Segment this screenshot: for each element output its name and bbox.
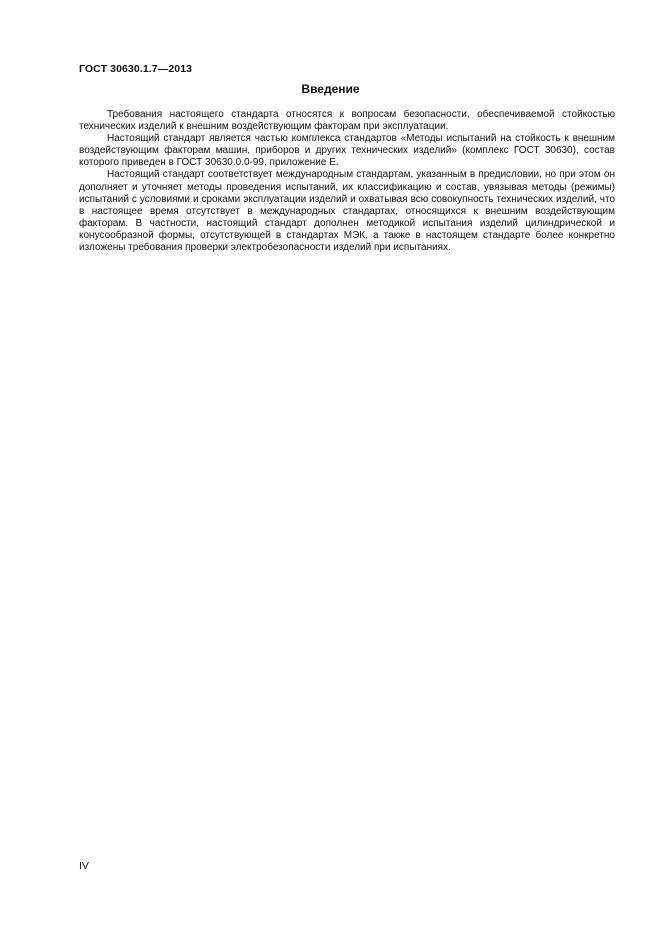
- section-title: Введение: [301, 82, 360, 96]
- paragraph: Настоящий стандарт является частью комплекса стандартов «Методы испытаний на стойкость к внешним воздействующим факторам машин, приборов и других технических изделий» (комплекс ГОСТ 30630), состав которого приведен в ГОСТ 30630.0.0-99, приложение Е.: [79, 133, 615, 169]
- page-number: IV: [79, 860, 89, 872]
- paragraph: Требования настоящего стандарта относятся к вопросам безопасности, обеспечиваемой стойкостью технических изделий к внешним воздействующим факторам при эксплуатации.: [79, 109, 615, 133]
- section-body: [79, 109, 615, 254]
- paragraph: Настоящий стандарт соответствует международным стандартам, указанным в предисловии, но при этом он дополняет и уточняет методы проведения испытаний, их классификацию и состав, увязывая методы (режимы) испытаний с условиями и сроками эксплуатации изделий и охватывая всю совокупность технических изделий, что в настоящее время отсутствует в международных стандартах, относящихся к внешним воздействующим факторам. В частности, настоящий стандарт дополнен методикой испытания изделий цилиндрической и конусообразной формы, отсутствующей в стандартах МЭК, а также в настоящем стандарте более конкретно изложены требования проверки электробезопасности изделий при испытаниях.: [79, 169, 615, 254]
- document-code: ГОСТ 30630.1.7—2013: [79, 63, 193, 75]
